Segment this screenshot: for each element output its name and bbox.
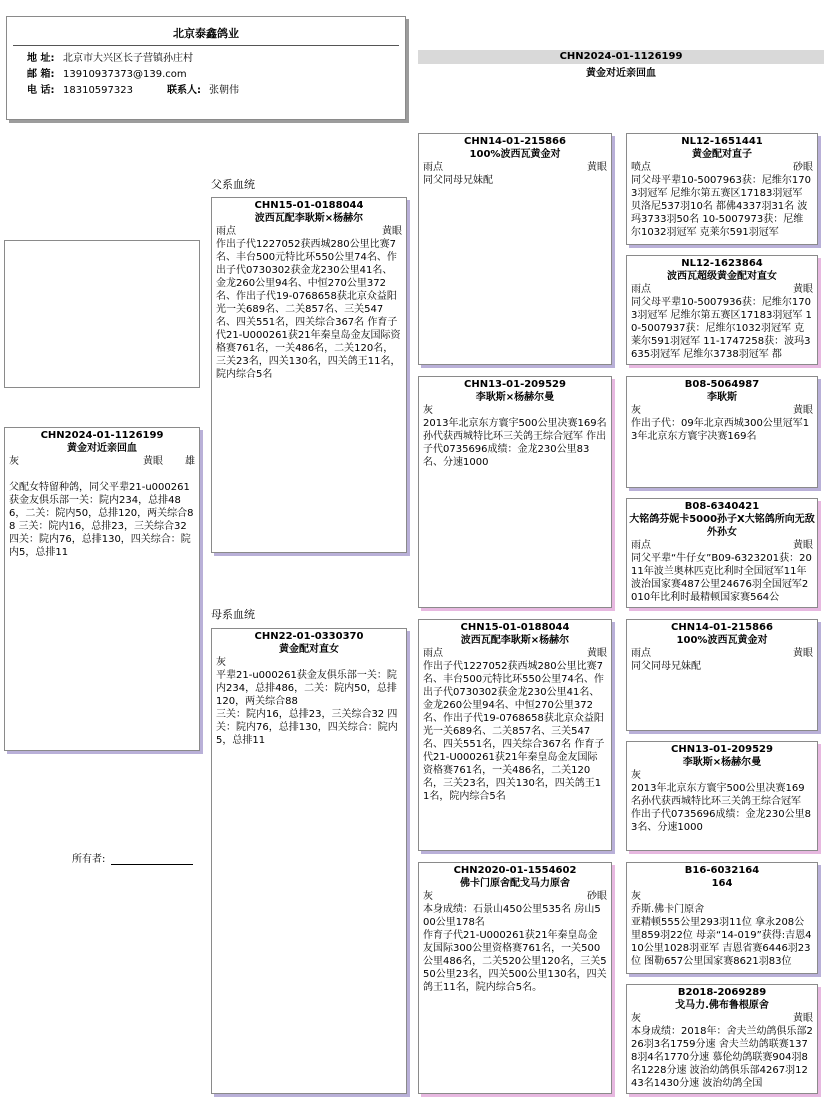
dds-color: 灰 — [631, 891, 641, 902]
dss-card — [626, 619, 818, 731]
ssd-ring: NL12-1623864 — [681, 258, 763, 269]
contact-label: 联系人: — [167, 85, 201, 96]
dam-card — [211, 628, 407, 1094]
ss-ring: CHN14-01-215866 — [464, 136, 566, 147]
sds-description: 作出子代：09年北京西城300公里冠军13年北京东方寰宇决赛169名 — [631, 418, 810, 442]
dam-description: 平辈21-u000261获金友俱乐部一关：院内234，总排486，二关：院内50，总排120，两关综合88 三关：院内16，总排23，三关综合32 四关：院内76，总排130，四关综合：院内5，总排11 — [216, 670, 398, 746]
sire-meta — [212, 225, 406, 238]
dd-meta — [419, 890, 611, 903]
sss-description: 同父母平辈10-5007963获：尼维尔1703羽冠军 尼维尔第五赛区17183羽冠军 贝洛尼537羽10名 都佛4337羽31名 波玛3733羽50名 10-5007973获：尼维尔1032羽冠军 克莱尔591羽冠军 — [631, 175, 811, 238]
address-label: 地 址: — [27, 53, 55, 64]
ddd-name: 戈马力.佛布鲁根原舍 — [675, 1000, 769, 1011]
ddd-meta — [627, 1012, 817, 1025]
subject-description: 父配女特留种鸽，同父平辈21-u000261获金友俱乐部一关：院内234，总排486，二关：院内50，总排120，两关综合88 三关：院内16，总排23，三关综合32 四关：院内76，总排130，四关综合：院内5，总排11 — [9, 482, 194, 558]
ssd-eye: 黄眼 — [793, 284, 813, 295]
sdd-description: 同父平辈“牛仔女”B09-6323201获：2011年波兰奥林匹克比利时全国冠军11年波治国家赛487公里24676羽全国冠军2010年比利时最精顿国家赛564公 — [631, 553, 812, 603]
sds-eye: 黄眼 — [793, 405, 813, 416]
ds-eye: 黄眼 — [587, 648, 607, 659]
subject-name: 黄金对近亲回血 — [67, 443, 137, 454]
email-row — [7, 68, 405, 82]
sds-name: 李耿斯 — [707, 392, 737, 403]
dss-description: 同父同母兄妹配 — [631, 661, 701, 672]
dds-card — [626, 862, 818, 974]
sds-card — [626, 376, 818, 488]
ssd-meta — [627, 283, 817, 296]
sd-meta — [419, 404, 611, 417]
loft-info-box — [6, 16, 406, 120]
dss-name: 100%波西瓦黄金对 — [676, 635, 768, 646]
subject-sex: 雄 — [185, 456, 195, 467]
dam-ring: CHN22-01-0330370 — [254, 631, 364, 642]
ss-description: 同父同母兄妹配 — [423, 175, 493, 186]
sd-ring: CHN13-01-209529 — [464, 379, 566, 390]
sdd-eye: 黄眼 — [793, 540, 813, 551]
ssd-card — [626, 255, 818, 365]
ss-eye: 黄眼 — [587, 162, 607, 173]
address-row — [7, 52, 405, 66]
dsd-color: 灰 — [631, 770, 641, 781]
ssd-description: 同父母平辈10-5007936获：尼维尔1703羽冠军 尼维尔第五赛区17183羽冠军 10-5007937获：尼维尔1032羽冠军 克莱尔591羽冠军 11-1747258获：波玛3635羽冠军 尼维尔3738羽冠军 都 — [631, 297, 812, 360]
subject-eye: 黄眼 — [143, 456, 163, 467]
dsd-ring: CHN13-01-209529 — [671, 744, 773, 755]
owner-field — [72, 850, 193, 865]
sds-ring: B08-5064987 — [684, 379, 760, 390]
ss-name: 100%波西瓦黄金对 — [469, 149, 561, 160]
sdd-card — [626, 498, 818, 608]
ds-description: 作出子代1227052获西城280公里比赛7名、丰台500元特比环550公里74名、作出子代0730302获金龙230公里41名、金龙260公里94名、中恒270公里372名、作出子代19-0768658获北京众益阳光一关689名、二关857名、三关547名、四关551名，四关综合367名 作育子代21-U000261获21年秦皇岛金友国际资格赛761名，一关486名，二关120名，三关23名，四关130名，四关鸽王11名，院内综合5名 — [423, 661, 605, 802]
ssd-color: 雨点 — [631, 284, 651, 295]
sire-eye: 黄眼 — [382, 226, 402, 237]
sire-name: 波西瓦配李耿斯×杨赫尔 — [254, 213, 364, 224]
sire-dam-card — [418, 376, 612, 608]
contact-value: 张朝伟 — [209, 85, 239, 96]
pedigree-name: 黄金对近亲回血 — [586, 68, 656, 79]
sire-description: 作出子代1227052获西城280公里比赛7名、丰台500元特比环550公里74名、作出子代0730302获金龙230公里41名、金龙260公里94名、中恒270公里372名、作出子代19-0768658获北京众益阳光一关689名、二关857名、三关547名、四关551名，四关综合367名 作育子代21-U000261获21年秦皇岛金友国际资格赛761名，一关486名，二关120名，三关23名，四关130名，四关鸽王11名，院内综合5名 — [216, 239, 401, 380]
sds-color: 灰 — [631, 405, 641, 416]
dss-color: 雨点 — [631, 648, 651, 659]
ss-meta — [419, 161, 611, 174]
subject-ring: CHN2024-01-1126199 — [40, 430, 164, 441]
dsd-card — [626, 741, 818, 851]
sss-name: 黄金配对直子 — [692, 149, 752, 160]
sdd-name: 大铭鸽芬妮卡5000孙子X大铭鸽所向无敌外孙女 — [629, 514, 815, 538]
sss-card — [626, 133, 818, 245]
subject-card — [4, 427, 200, 751]
ss-color: 雨点 — [423, 162, 443, 173]
sdd-color: 雨点 — [631, 540, 651, 551]
sire-line-label: 父系血统 — [211, 178, 255, 191]
dam-sire-card — [418, 619, 612, 851]
dsd-description: 2013年北京东方寰宇500公里决赛169名孙代获西城特比环三关鸽王综合冠军 作出子代0735696成绩：金龙230公里83名、分速1000 — [631, 783, 811, 833]
sss-meta — [627, 161, 817, 174]
sd-color: 灰 — [423, 405, 433, 416]
sds-meta — [627, 404, 817, 417]
owner-label: 所有者: — [72, 854, 106, 865]
sd-description: 2013年北京东方寰宇500公里决赛169名孙代获西城特比环三关鸽王综合冠军 作出子代0735696成绩：金龙230公里83名、分速1000 — [423, 418, 607, 468]
dsd-meta — [627, 769, 817, 782]
dam-name: 黄金配对直女 — [279, 644, 339, 655]
sire-color: 雨点 — [216, 226, 236, 237]
dds-name: 164 — [711, 878, 733, 889]
ddd-ring: B2018-2069289 — [677, 987, 767, 998]
email-label: 邮 箱: — [27, 69, 55, 80]
ds-meta — [419, 647, 611, 660]
email-value: 13910937373@139.com — [63, 69, 187, 80]
dss-meta — [627, 647, 817, 660]
ds-color: 雨点 — [423, 648, 443, 659]
ddd-eye: 黄眼 — [793, 1013, 813, 1024]
pedigree-ring-number: CHN2024-01-1126199 — [418, 50, 824, 64]
owner-signature-line — [111, 854, 193, 865]
dsd-name: 李耿斯×杨赫尔曼 — [682, 757, 762, 768]
dam-line-label: 母系血统 — [211, 608, 255, 621]
dd-eye: 砂眼 — [587, 891, 607, 902]
ssd-name: 波西瓦超级黄金配对直女 — [667, 271, 777, 282]
dd-ring: CHN2020-01-1554602 — [453, 865, 577, 876]
phone-row — [7, 84, 405, 98]
dss-eye: 黄眼 — [793, 648, 813, 659]
subject-meta — [5, 455, 199, 468]
sdd-ring: B08-6340421 — [684, 501, 760, 512]
dd-color: 灰 — [423, 891, 433, 902]
dam-meta — [212, 656, 406, 669]
dds-meta — [627, 890, 817, 903]
pigeon-photo-frame — [4, 240, 200, 388]
address-value: 北京市大兴区长子营镇孙庄村 — [63, 53, 193, 64]
sire-sire-card — [418, 133, 612, 365]
ds-name: 波西瓦配李耿斯×杨赫尔 — [460, 635, 570, 646]
ddd-card — [626, 984, 818, 1094]
subject-color: 灰 — [9, 456, 19, 467]
ddd-description: 本身成绩：2018年：舍夫兰幼鸽俱乐部226羽3名1759分速 舍夫兰幼鸽联赛1378羽4名1770分速 慕伦幼鸽联赛904羽8名1228分速 波治幼鸽俱乐部4267羽1243名1430分速 波治幼鸽全国 — [631, 1026, 813, 1089]
phone-value: 18310597323 — [63, 85, 133, 96]
sss-ring: NL12-1651441 — [681, 136, 763, 147]
sdd-meta — [627, 539, 817, 552]
sss-color: 喷点 — [631, 162, 651, 173]
dam-dam-card — [418, 862, 612, 1094]
ds-ring: CHN15-01-0188044 — [460, 622, 570, 633]
dds-description: 乔斯.佛卡门原舍 亚精顿555公里293羽11位 拿永208公里859羽22位 母亲“14-019”获得:吉恩410公里1028羽亚军 吉恩省赛6446羽23位 图勒657公里国家赛8621羽83位 — [631, 904, 812, 967]
dd-name: 佛卡门原舍配戈马力原舍 — [460, 878, 570, 889]
loft-name: 北京泰鑫鸽业 — [13, 17, 399, 46]
ddd-color: 灰 — [631, 1013, 641, 1024]
phone-label: 电 话: — [27, 85, 55, 96]
dds-ring: B16-6032164 — [684, 865, 760, 876]
dss-ring: CHN14-01-215866 — [671, 622, 773, 633]
dd-description: 本身成绩：石景山450公里535名 房山500公里178名 作育子代21-U000261获21年秦皇岛金友国际300公里资格赛761名，一关500公里486名，二关520公里120名，三关550公里23名，四关500公里130名，四关鸽王11名，院内综合5名。 — [423, 904, 607, 993]
dam-color: 灰 — [216, 657, 226, 668]
sss-eye: 砂眼 — [793, 162, 813, 173]
sire-ring: CHN15-01-0188044 — [254, 200, 364, 211]
sire-card — [211, 197, 407, 553]
sd-name: 李耿斯×杨赫尔曼 — [475, 392, 555, 403]
